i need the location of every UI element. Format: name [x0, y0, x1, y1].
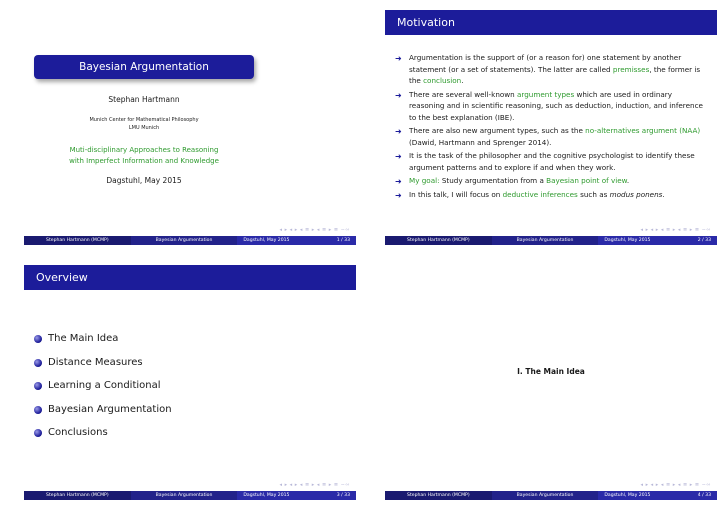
- footer-date: [237, 491, 356, 500]
- arrow-bullet-icon: ➜: [395, 127, 402, 136]
- navigation-symbols[interactable]: ◂ ▸ ◂ ▸ ◂ ≣ ▸ ◂ ≣ ▸ ≣ ∽∾: [279, 482, 350, 488]
- list-item: Conclusions: [32, 426, 172, 450]
- footer-venue: Dagstuhl, May 2015: [243, 238, 290, 243]
- footer-date: [237, 236, 356, 245]
- page-number: 3 / 33: [336, 493, 351, 498]
- navigation-symbols[interactable]: ◂ ▸ ◂ ▸ ◂ ≣ ▸ ◂ ≣ ▸ ≣ ∽∾: [640, 482, 711, 488]
- list-item: Learning a Conditional: [32, 379, 172, 403]
- overview-list: [32, 332, 172, 450]
- slide-1: [24, 0, 356, 245]
- slide-2: [385, 0, 717, 245]
- list-item: The Main Idea: [32, 332, 172, 356]
- page-number: 2 / 33: [697, 238, 712, 243]
- footer-title: Bayesian Argumentation: [492, 236, 599, 245]
- list-item: ➜ In this talk, I will focus on deductive inferences such as modus ponens.: [395, 189, 665, 200]
- footer: [24, 236, 356, 245]
- footer-author: Stephan Hartmann (MCMP): [24, 236, 131, 245]
- arrow-bullet-icon: ➜: [395, 190, 402, 200]
- affiliation-line-2: LMU Munich: [128, 125, 160, 131]
- ball-bullet-icon: [34, 406, 42, 414]
- arrow-bullet-icon: ➜: [395, 152, 402, 161]
- footer: [385, 491, 717, 500]
- event-line-1: Muti-disciplinary Approaches to Reasoning: [69, 146, 219, 154]
- affiliation-line-1: Munich Center for Mathematical Philosophy: [89, 117, 199, 123]
- page-number: 1 / 33: [336, 238, 351, 243]
- list-item: Bayesian Argumentation: [32, 403, 172, 427]
- list-item: Distance Measures: [32, 356, 172, 380]
- event-line-2: with Imperfect Information and Knowledge: [69, 157, 219, 165]
- title-box: Bayesian Argumentation: [34, 55, 254, 79]
- author-name: Stephan Hartmann: [108, 95, 180, 104]
- footer-venue: Dagstuhl, May 2015: [604, 493, 651, 498]
- footer-title: Bayesian Argumentation: [131, 236, 238, 245]
- footer: [385, 236, 717, 245]
- section-title: I. The Main Idea: [517, 367, 585, 376]
- slide-3: [24, 255, 356, 500]
- footer-date: [598, 236, 717, 245]
- footer: [24, 491, 356, 500]
- list-item: ➜ There are also new argument types, such as the no-alternatives argument (NAA) (Dawid, Hartmann and Sprenger 2014).: [395, 126, 701, 147]
- footer-author: Stephan Hartmann (MCMP): [24, 491, 131, 500]
- footer-date: [598, 491, 717, 500]
- page-number: 4 / 33: [697, 493, 712, 498]
- date-place: Dagstuhl, May 2015: [106, 176, 182, 185]
- slide-title: Overview: [24, 265, 356, 290]
- navigation-symbols[interactable]: ◂ ▸ ◂ ▸ ◂ ≣ ▸ ◂ ≣ ▸ ≣ ∽∾: [279, 227, 350, 233]
- ball-bullet-icon: [34, 359, 42, 367]
- footer-venue: Dagstuhl, May 2015: [604, 238, 651, 243]
- ball-bullet-icon: [34, 335, 42, 343]
- navigation-symbols[interactable]: ◂ ▸ ◂ ▸ ◂ ≣ ▸ ◂ ≣ ▸ ≣ ∽∾: [640, 227, 711, 233]
- list-item: ➜ There are several well-known argument types which are used in ordinary reasoning and in scientific reasoning, such as deduction, induction, and inference to the best explanation (IBE).: [395, 89, 703, 122]
- ball-bullet-icon: [34, 382, 42, 390]
- arrow-bullet-icon: ➜: [395, 90, 402, 100]
- list-item: ➜ It is the task of the philosopher and the cognitive psychologist to identify these argument patterns and to explore if and when they work.: [395, 151, 695, 172]
- ball-bullet-icon: [34, 429, 42, 437]
- footer-author: Stephan Hartmann (MCMP): [385, 491, 492, 500]
- footer-venue: Dagstuhl, May 2015: [243, 493, 290, 498]
- arrow-bullet-icon: ➜: [395, 54, 402, 63]
- footer-title: Bayesian Argumentation: [492, 491, 599, 500]
- footer-author: Stephan Hartmann (MCMP): [385, 236, 492, 245]
- slide-4: [385, 255, 717, 500]
- bullet-list: [393, 52, 709, 202]
- arrow-bullet-icon: ➜: [395, 177, 402, 186]
- slide-title: Motivation: [385, 10, 717, 35]
- list-item: ➜ Argumentation is the support of (or a reason for) one statement by another statement (or a set of statements). The latter are called premisses, the former is the conclusion.: [395, 53, 701, 85]
- footer-title: Bayesian Argumentation: [131, 491, 238, 500]
- list-item: ➜ My goal: Study argumentation from a Bayesian point of view.: [395, 176, 630, 186]
